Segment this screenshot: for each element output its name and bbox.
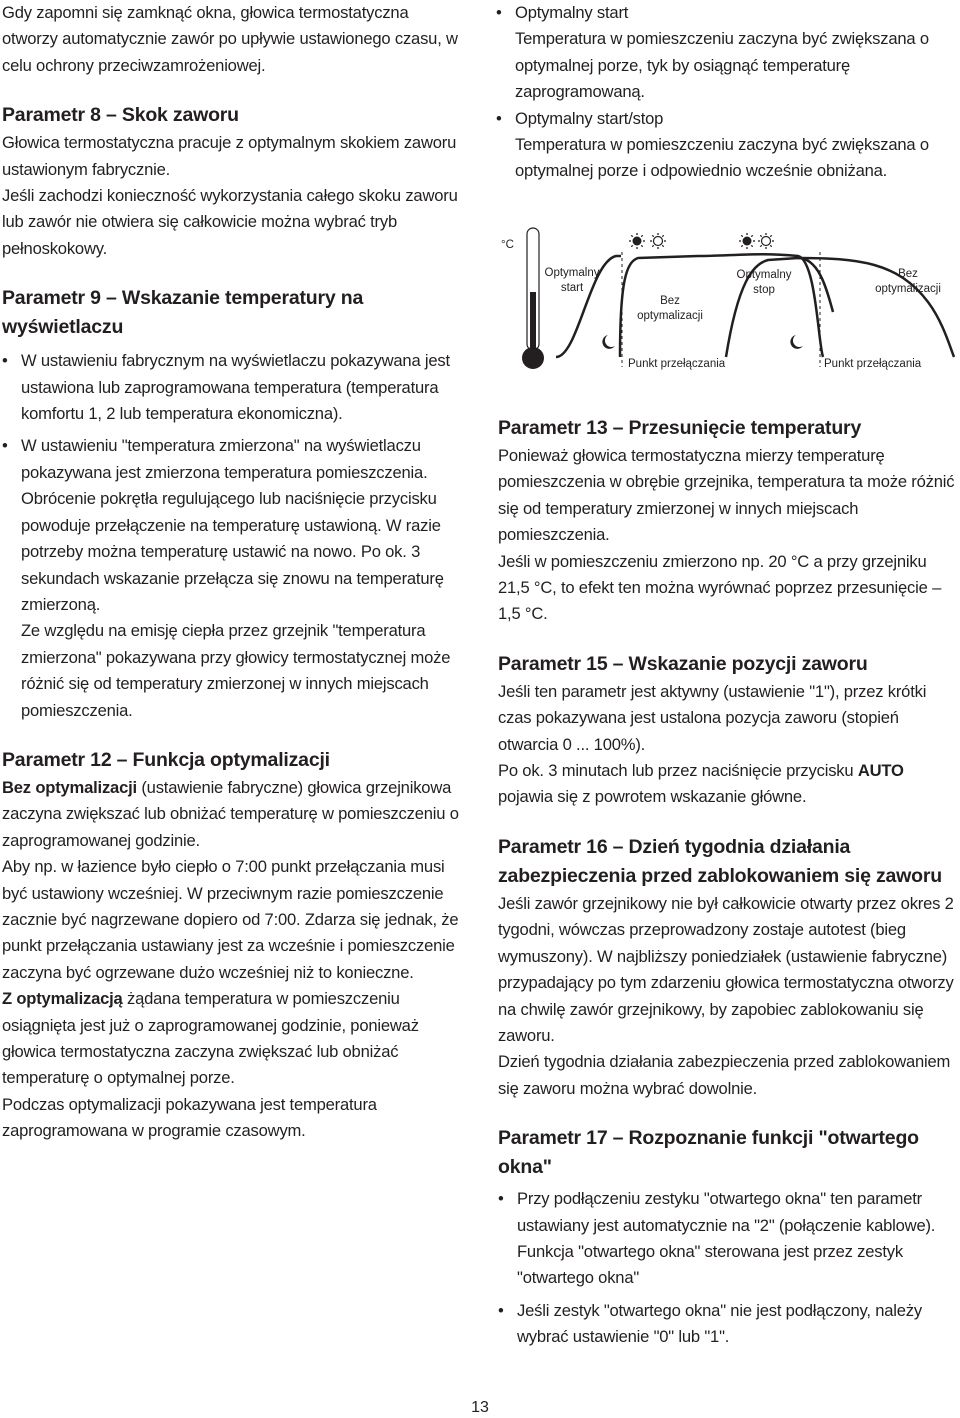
param17-bullet-2: • Jeśli zestyk "otwartego okna" nie jest podłączony, należy wybrać ustawienie "0" lub "1". — [498, 1300, 922, 1347]
sun-icon-2 — [739, 233, 755, 249]
param8-text-1: Głowica termostatyczna pracuje z optymalnym skokiem zaworu ustawionym fabrycznie. — [2, 133, 457, 179]
moon-icon — [602, 335, 615, 349]
bez-optymalizacji-bold: Bez optymalizacji — [2, 777, 137, 797]
label-opt-start-1: Optymalny — [544, 267, 600, 279]
sun-outline-icon-2 — [758, 233, 774, 249]
intro-paragraph: Gdy zapomni się zamknąć okna, głowica termostatyczna otworzy automatycznie zawór po upływie ustawionego czasu, w celu ochrony przeciwzamrożeniowej. — [2, 3, 458, 75]
label-opt-stop-2: stop — [753, 284, 775, 296]
right-column-bottom — [498, 414, 960, 1351]
param9-bullet-1: • W ustawieniu fabrycznym na wyświetlaczu pokazywana jest ustawiona lub zaprogramowana temperatura (temperatura komfortu 1, 2 lub temperatura ekonomiczna). — [2, 351, 450, 424]
param13-text-2: Jeśli w pomieszczeniu zmierzono np. 20 °C a przy grzejniku 21,5 °C, to efekt ten można wyrównać poprzez przesunięcie –1,5 °C. — [498, 551, 942, 624]
param17-heading: Parametr 17 – Rozpoznanie funkcji "otwartego okna" — [498, 1127, 919, 1179]
label-bez-2-2: optymalizacji — [875, 283, 941, 295]
param16-text-1: Jeśli zawór grzejnikowy nie był całkowicie otwarty przez okres 2 tygodni, wówczas przeprowadzony zostaje autotest (bieg wymuszony). W najbliższy poniedziałek (ustawienie fabryczne) przypadający po tym zdarzeniu głowica termostatyczna otworzy na chwilę zawór grzejnikowy, by zapobiec zablokowaniu się zaworu. — [498, 893, 954, 1045]
thermometer-fill — [530, 292, 536, 354]
right-column-top — [498, 0, 938, 185]
param12-text-3: Z optymalizacją żądana temperatura w pomieszczeniu osiągnięta jest już o zaprogramowanej godzinie, ponieważ głowica termostatyczna zaczyna zwiększać lub obniżać temperaturę o optymalnej porze. — [2, 989, 419, 1088]
param9-heading: Parametr 9 – Wskazanie temperatury na wyświetlaczu — [2, 287, 364, 339]
optimization-figure — [498, 222, 960, 392]
auto-bold: AUTO — [857, 761, 904, 781]
z-optymalizacja-bold: Z optymalizacją — [2, 989, 123, 1009]
param12-text-1: Bez optymalizacji (ustawienie fabryczne) głowica grzejnikowa zaczyna zwiększać lub obniżać temperaturę w pomieszczeniu o zaprogramowanej godzinie. — [2, 777, 459, 850]
param16-text-2: Dzień tygodnia działania zabezpieczenia przed zablokowaniem się zaworu można wybrać dowolnie. — [498, 1052, 951, 1098]
param9-bullet-2: • W ustawieniu "temperatura zmierzona" na wyświetlaczu pokazywana jest zmierzona temperatura pomieszczenia. Obrócenie pokrętła regulującego lub naciśnięcie przycisku powoduje przełączenie na temperaturę ustawioną. W razie potrzeby można temperaturę ustawić na nowo. Po ok. 3 sekundach wskazanie przełącza się znowu na temperaturę zmierzoną. Ze względu na emisję ciepła przez grzejnik "temperatura zmierzona" pokazywana przy głowicy termostatycznej może różnić się od temperatury zmierzonej w innych miejscach pomieszczenia. — [2, 436, 451, 720]
label-bez-2-1: Bez — [898, 268, 918, 280]
switch-point-label-1: Punkt przełączania — [628, 358, 726, 370]
param15-text-1: Jeśli ten parametr jest aktywny (ustawienie "1"), przez krótki czas pokazywana jest ustalona pozycja zaworu (stopień otwarcia 0 ... 100%). — [498, 681, 927, 754]
sun-icon — [629, 233, 645, 249]
param13-text-1: Ponieważ głowica termostatyczna mierzy temperaturę pomieszczenia w obrębie grzejnika, temperatura ta może różnić się od temperatury zmierzonej w innych miejscach pomieszczenia. — [498, 446, 955, 545]
param12-heading: Parametr 12 – Funkcja optymalizacji — [2, 748, 330, 771]
switch-point-label-2: Punkt przełączania — [824, 358, 922, 370]
optimization-diagram — [498, 222, 960, 392]
label-bez-1-1: Bez — [660, 295, 680, 307]
opt-start-bullet: • Optymalny start Temperatura w pomieszczeniu zaczyna być zwiększana o optymalnej porze, tyk by osiągnąć temperaturę zaprogramowaną. — [496, 3, 929, 102]
left-column — [2, 0, 464, 1145]
param15-text-2: Po ok. 3 minutach lub przez naciśnięcie przycisku AUTO pojawia się z powrotem wskazanie główne. — [498, 761, 904, 807]
param17-list — [498, 1186, 960, 1350]
optimization-list — [496, 0, 938, 185]
param9-list — [2, 348, 464, 724]
label-opt-start-2: start — [560, 282, 584, 294]
moon-icon-2 — [790, 335, 803, 349]
page-number: 13 — [471, 1399, 489, 1416]
label-opt-stop-1: Optymalny — [736, 269, 792, 281]
param8-text-2: Jeśli zachodzi konieczność wykorzystania całego skoku zaworu lub zawór nie otwiera się całkowicie można wybrać tryb pełnoskokowy. — [2, 186, 458, 258]
label-bez-1-2: optymalizacji — [637, 310, 703, 322]
sun-outline-icon — [650, 233, 666, 249]
param17-bullet-1: • Przy podłączeniu zestyku "otwartego okna" ten parametr ustawiany jest automatycznie na "2" (połączenie kablowe). Funkcja "otwartego okna" sterowana jest przez zestyk "otwartego okna" — [498, 1189, 936, 1288]
param8-heading: Parametr 8 – Skok zaworu — [2, 104, 239, 127]
param12-text-4: Podczas optymalizacji pokazywana jest temperatura zaprogramowana w programie czasowym. — [2, 1094, 377, 1141]
param13-heading: Parametr 13 – Przesunięcie temperatury — [498, 417, 862, 439]
opt-startstop-bullet: • Optymalny start/stop Temperatura w pomieszczeniu zaczyna być zwiększana o optymalnej porze i odpowiednio wcześnie obniżana. — [496, 108, 929, 181]
param12-text-2: Aby np. w łazience było ciepło o 7:00 punkt przełączania musi być ustawiony wcześniej. W przeciwnym razie pomieszczenie zacznie być nagrzewane dopiero od 7:00. Zdarza się jednak, że punkt przełączania ustawiany jest za wcześnie i pomieszczenie zaczyna być ogrzewane dużo wcześniej niż to konieczne. — [2, 857, 459, 982]
unit-label: °C — [501, 239, 514, 251]
param15-heading: Parametr 15 – Wskazanie pozycji zaworu — [498, 652, 868, 675]
param16-heading: Parametr 16 – Dzień tygodnia działania zabezpieczenia przed zablokowaniem się zaworu — [498, 835, 942, 887]
